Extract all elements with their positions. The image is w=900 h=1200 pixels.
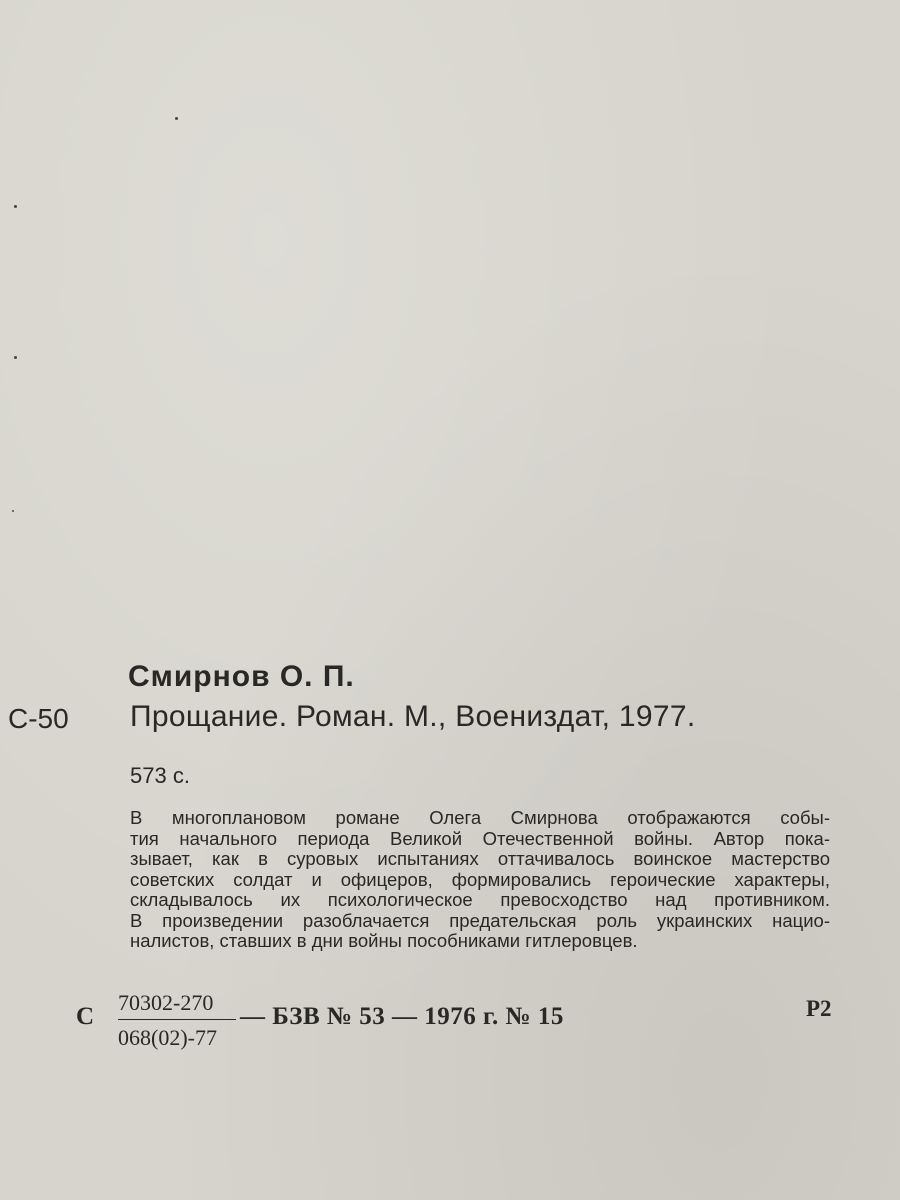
page-count: 573 с. (130, 763, 190, 788)
library-index: С-50 (8, 703, 69, 734)
paper-speck (14, 356, 17, 359)
annotation-line: В произведении разоблачается предательская роль украинских нацио- (130, 909, 830, 931)
annotation-line: налистов, ставших в дни войны пособниками гитлеровцев. (130, 930, 638, 951)
annotation-line: В многоплановом романе Олега Смирнова отображаются собы- (130, 807, 830, 828)
paper-speck (14, 205, 17, 208)
annotation-line: складывалось их психологическое превосходство над противником. (130, 889, 830, 910)
fraction-bar (118, 1019, 236, 1020)
author-name: Смирнов О. П. (128, 660, 355, 693)
classification-letter: С (76, 1003, 95, 1030)
code-denominator: 068(02)-77 (118, 1025, 217, 1050)
annotation-line: зывает, как в суровых испытаниях оттачивалось воинское мастерство (130, 848, 830, 869)
code-numerator: 70302-270 (118, 990, 214, 1015)
paper-speck (12, 510, 14, 512)
imprint-info: — БЗВ № 53 — 1976 г. № 15 (240, 1003, 564, 1030)
paper-speck (175, 117, 178, 120)
annotation-line: тия начального периода Великой Отечественной войны. Автор пока- (130, 827, 830, 849)
price-code: Р2 (806, 996, 832, 1021)
annotation-text (130, 808, 830, 952)
annotation-line: советских солдат и офицеров, формировались героические характеры, (130, 868, 830, 890)
title-publication-line: Прощание. Роман. М., Воениздат, 1977. (130, 700, 696, 733)
